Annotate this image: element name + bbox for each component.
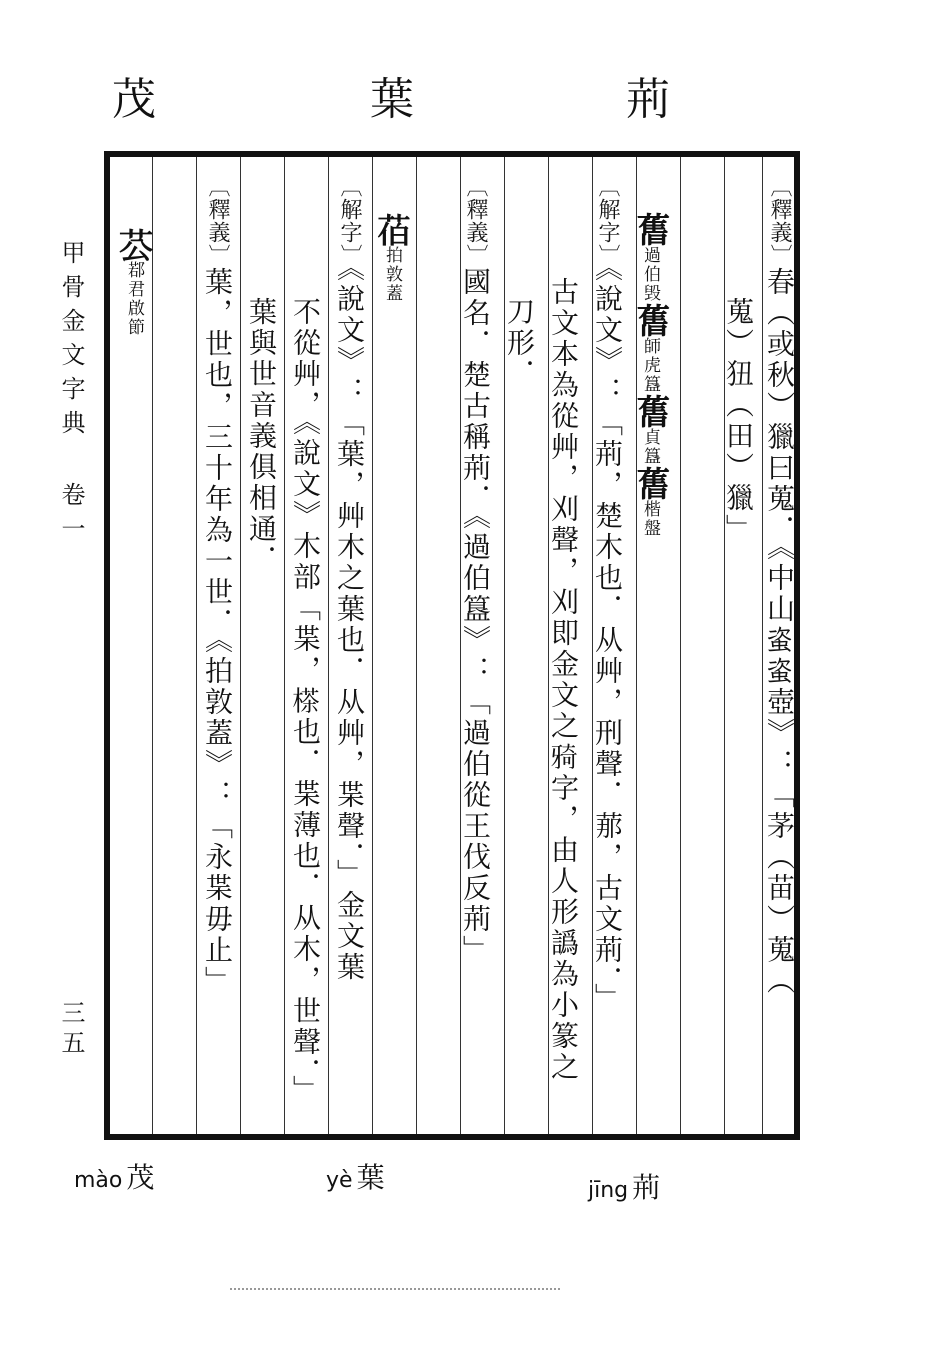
column-text: 國名．楚古稱荊．《過伯簋》：「過伯從王伐反荊」	[459, 267, 492, 966]
column-c4	[587, 175, 627, 1124]
footer-char: 葉	[356, 1161, 385, 1194]
column-text: 春（或秋）獵曰蒐．《中山𧊒𧊒壺》：「茅（苗）蒐（	[763, 267, 796, 997]
section-tag: 〔解字〕	[595, 175, 620, 267]
column-rule	[416, 157, 417, 1134]
column-c11	[241, 297, 281, 1124]
column-text: 葉與世音義俱相通．	[245, 297, 278, 576]
pinyin-label: jīng	[588, 1178, 629, 1203]
ancient-glyph: 𦯉	[372, 212, 412, 246]
column-c2	[718, 297, 758, 1124]
heading-char-mao: 茂	[112, 74, 156, 125]
scan-artifact-divider	[230, 1288, 560, 1290]
book-title: 甲骨金文字典 卷一	[57, 240, 85, 550]
column-c6	[499, 297, 539, 1124]
column-c1	[759, 175, 799, 1124]
glyph-source: 貞簋	[640, 428, 660, 466]
footer-entry-mao	[74, 1156, 154, 1196]
column-c9	[329, 175, 369, 1124]
section-tag: 〔解字〕	[337, 175, 362, 267]
column-text: 《說文》：「葉，艸木之葉也．从艸，枼聲．」金文葉	[333, 267, 366, 983]
glyph-source: 鄀君啟節	[124, 261, 144, 337]
heading-char-ye: 葉	[370, 74, 414, 125]
column-text: 古文本為從艸，刈聲，刈即金文之𤘌字，由人形譌為小篆之	[547, 277, 580, 1083]
column-text: 不從艸，《說文》木部「枼，𣗪也．枼薄也．从木，世聲．」	[289, 297, 322, 1106]
column-text: 蒐）狃（田）獵」	[722, 297, 755, 545]
pinyin-label: yè	[326, 1168, 353, 1193]
footer-entry-ye	[326, 1156, 385, 1196]
column-c10	[285, 297, 325, 1124]
ancient-glyph: 𦾔	[630, 303, 670, 337]
glyph-source: 過伯毁	[640, 246, 660, 303]
column-text: 葉，世也，三十年為一世．《拍敦蓋》：「永枼毋止」	[201, 267, 234, 997]
column-c12	[197, 175, 237, 1124]
column-c13-glyphs	[114, 227, 154, 1124]
page-number: 三五	[57, 1000, 85, 1060]
column-c5	[543, 277, 583, 1124]
section-tag: 〔釋義〕	[205, 175, 230, 267]
column-c3-glyphs	[630, 212, 670, 1124]
text-frame	[104, 151, 800, 1140]
ancient-glyph: 𦾔	[630, 212, 670, 246]
section-tag: 〔釋義〕	[463, 175, 488, 267]
column-rule	[680, 157, 681, 1134]
heading-char-jing: 荊	[626, 74, 670, 125]
footer-entry-jing	[588, 1166, 660, 1206]
column-text: 刀形．	[503, 297, 536, 390]
column-text: 《說文》：「荊，楚木也．从艸，刑聲．𦰡，古文荊．」	[591, 267, 624, 1014]
ancient-glyph: 𦾔	[630, 466, 670, 500]
ancient-glyph: 𦬘	[114, 227, 154, 261]
glyph-source: 楷盤	[640, 500, 660, 538]
section-tag: 〔釋義〕	[767, 175, 792, 267]
footer-char: 荊	[632, 1171, 661, 1204]
pinyin-label: mào	[74, 1168, 123, 1193]
footer-char: 茂	[126, 1161, 155, 1194]
glyph-source: 拍敦蓋	[382, 246, 402, 303]
ancient-glyph: 𦾔	[630, 394, 670, 428]
column-c8-glyphs	[372, 212, 412, 1124]
column-c7	[455, 175, 495, 1124]
glyph-source: 師虎簋	[640, 337, 660, 394]
